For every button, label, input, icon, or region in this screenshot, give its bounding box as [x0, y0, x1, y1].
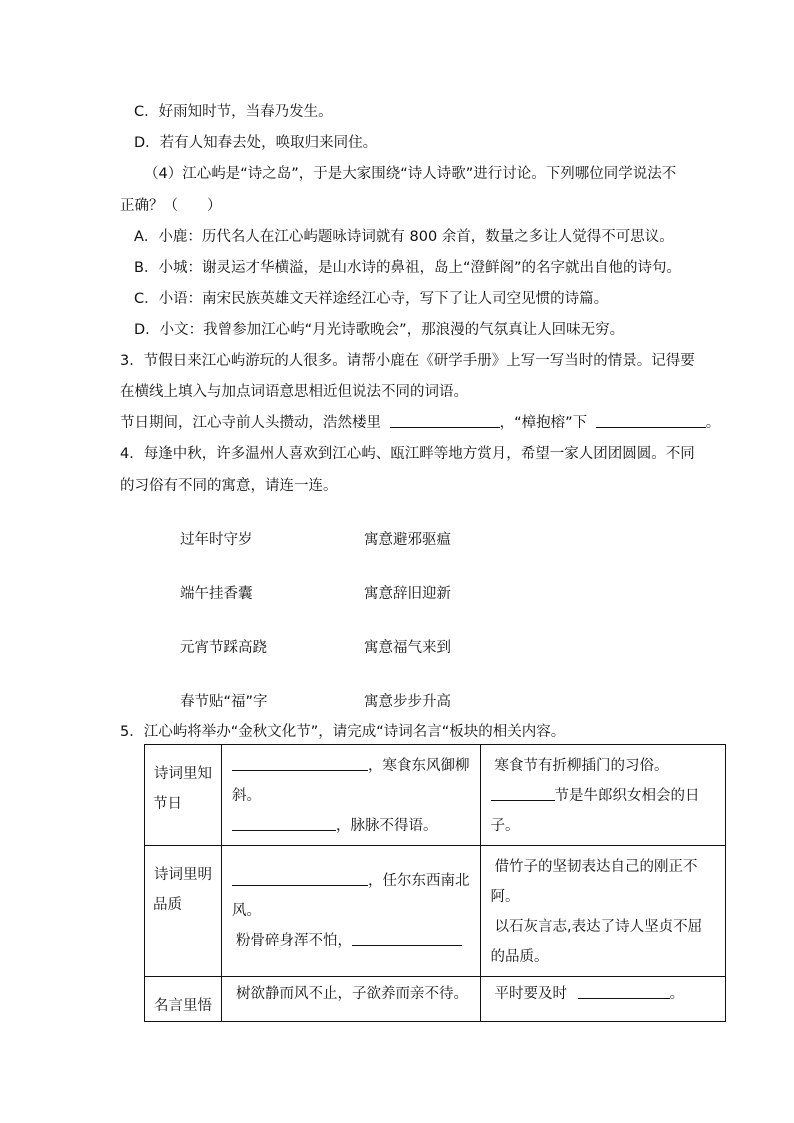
quality-poem-cell: ，任尔东西南北 风。 粉骨碎身浑不怕，	[222, 846, 481, 977]
table-row-festival	[145, 745, 726, 846]
q3-fill-end: 。	[705, 415, 721, 431]
quality-blank-1[interactable]	[232, 871, 368, 886]
q3-stem-line1: 3．节假日来江心屿游玩的人很多。请帮小鹿在《研学手册》上写一写当时的情景。记得要	[120, 353, 695, 369]
table-row-quality	[145, 846, 726, 977]
q4-custom-3[interactable]: 元宵节踩高跷	[180, 640, 267, 656]
q2-sub4-option-c: C．小语：南宋民族英雄文天祥途经江心寺，写下了让人司空见惯的诗篇。	[134, 291, 609, 307]
maxim-cell: 树欲静而风不止，子欲养而亲不待。	[222, 977, 481, 1022]
festival-blank-3[interactable]	[491, 786, 555, 801]
q2-sub4-option-a: A．小鹿：历代名人在江心屿题咏诗词就有 800 余首，数量之多让人觉得不可思议。	[134, 229, 674, 245]
q5-stem: 5．江心屿将举办“金秋文化节”，请完成“诗词名言“板块的相关内容。	[120, 724, 566, 740]
festival-blank-2[interactable]	[232, 816, 336, 831]
festival-note-cell: 寒食节有折柳插门的习俗。 节是牛郎织女相会的日 子。	[480, 745, 725, 846]
q3-fill-sentence	[120, 413, 720, 433]
q4-custom-2[interactable]: 端午挂香囊	[180, 586, 253, 602]
maxim-blank[interactable]	[578, 984, 670, 999]
table-row-maxim	[145, 977, 726, 1022]
q4-meaning-4[interactable]: 寓意步步升高	[364, 694, 451, 710]
festival-blank-1[interactable]	[232, 756, 368, 771]
maxim-note-cell: 平时要及时 。	[480, 977, 725, 1022]
q4-stem-line2: 的习俗有不同的寓意，请连一连。	[120, 478, 338, 494]
q4-custom-1[interactable]: 过年时守岁	[180, 532, 253, 548]
q3-fill-part1: 节日期间，江心寺前人头攒动，浩然楼里	[120, 415, 381, 431]
q4-meaning-1[interactable]: 寓意避邪驱瘟	[364, 532, 451, 548]
q3-fill-part2: ，“樟抱榕”下	[499, 415, 588, 431]
q3-stem-line2: 在横线上填入与加点词语意思相近但说法不同的词语。	[120, 384, 468, 400]
quality-note-cell: 借竹子的坚韧表达自己的刚正不 阿。 以石灰言志,表达了诗人坚贞不屈 的品质。	[480, 846, 725, 977]
row-label-quality: 诗词里明 品质	[145, 846, 222, 977]
q2-sub4-option-d: D．小文：我曾参加江心屿“月光诗歌晚会”，那浪漫的气氛真让人回味无穷。	[134, 322, 625, 338]
q2-sub4-stem-line2: 正确？（ ）	[120, 198, 222, 214]
q2-sub4-option-b: B．小城：谢灵运才华横溢，是山水诗的鼻祖，岛上“澄鲜阁”的名字就出自他的诗句。	[134, 260, 681, 276]
q2-option-d-prev: D．若有人知春去处，唤取归来同住。	[134, 135, 378, 151]
row-label-festival: 诗词里知 节日	[145, 745, 222, 846]
quality-blank-2[interactable]	[352, 931, 462, 946]
q4-meaning-3[interactable]: 寓意福气来到	[364, 640, 451, 656]
q4-custom-4[interactable]: 春节贴“福”字	[180, 694, 268, 710]
q2-option-c-prev: C．好雨知时节，当春乃发生。	[134, 104, 333, 120]
q3-blank-1[interactable]	[390, 413, 500, 428]
q3-blank-2[interactable]	[596, 413, 706, 428]
q4-stem-line1: 4．每逢中秋，许多温州人喜欢到江心屿、瓯江畔等地方赏月，希望一家人团团圆圆。不同	[120, 446, 695, 462]
q4-meaning-2[interactable]: 寓意辞旧迎新	[364, 586, 451, 602]
festival-poem-cell: ，寒食东风御柳 斜。 ，脉脉不得语。	[222, 745, 481, 846]
poem-table	[144, 744, 726, 1022]
q2-sub4-stem-line1: （4）江心屿是“诗之岛”，于是大家围绕“诗人诗歌”进行讨论。下列哪位同学说法不	[144, 166, 677, 182]
row-label-maxim: 名言里悟	[145, 977, 222, 1022]
